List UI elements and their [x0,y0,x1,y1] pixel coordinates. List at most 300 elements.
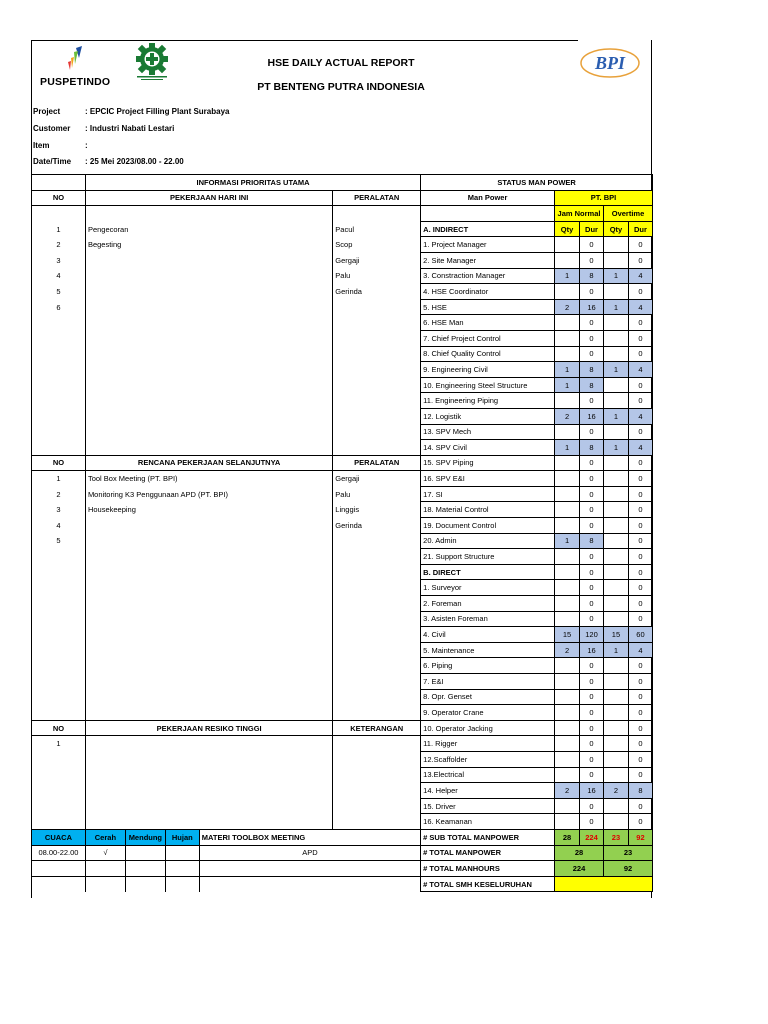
next-work-item: Monitoring K3 Penggunaan APD (PT. BPI) [85,486,332,502]
manpower-overtime-qty: 1 [604,299,629,315]
today-tool-item [333,377,421,393]
section-info-utama: INFORMASI PRIORITAS UTAMA [85,175,420,191]
row-no: 5 [32,533,86,549]
manpower-normal-qty [555,330,580,346]
manpower-normal-qty [555,564,580,580]
next-tool-item [333,549,421,565]
manpower-overtime-dur: 0 [628,596,652,612]
manpower-normal-dur: 0 [580,658,604,674]
next-tool-item [333,658,421,674]
manpower-role: 20. Admin [421,533,555,549]
today-work-item [85,362,332,378]
col-no: NO [32,455,86,471]
manpower-role: 6. HSE Man [421,315,555,331]
manpower-overtime-qty [604,658,629,674]
bpi-logo-icon [579,46,641,80]
manpower-overtime-dur: 0 [628,252,652,268]
risk-work-item [85,814,332,830]
manpower-overtime-qty [604,736,629,752]
manpower-role: 16. SPV E&I [421,471,555,487]
puspetindo-logo-icon [65,46,89,74]
col-no: NO [32,190,86,206]
manpower-overtime-qty [604,674,629,690]
manpower-normal-dur: 0 [580,486,604,502]
manpower-normal-dur: 0 [580,315,604,331]
row-no: 5 [32,284,86,300]
total-manhours-normal: 224 [555,861,604,877]
table-cell [199,861,420,877]
weather-cerah-check: √ [85,845,125,861]
manpower-role: 8. Opr. Genset [421,689,555,705]
row-no: 1 [32,221,86,237]
manpower-role: 4. Civil [421,627,555,643]
row-no [32,424,86,440]
manpower-overtime-qty [604,580,629,596]
manpower-normal-qty [555,767,580,783]
next-tool-item [333,674,421,690]
total-manpower-normal: 28 [555,845,604,861]
manpower-normal-dur: 0 [580,252,604,268]
manpower-overtime-dur: 0 [628,393,652,409]
today-tool-item [333,424,421,440]
manpower-role: 10. Operator Jacking [421,720,555,736]
manpower-normal-qty [555,315,580,331]
info-item: Item : [33,141,88,150]
manpower-normal-dur: 0 [580,330,604,346]
next-work-item [85,705,332,721]
manpower-role: 5. Maintenance [421,642,555,658]
table-cell [165,845,199,861]
manpower-normal-dur: 0 [580,424,604,440]
manpower-overtime-dur: 4 [628,440,652,456]
manpower-overtime-dur: 0 [628,284,652,300]
row-no [32,564,86,580]
manpower-role: 3. Asisten Foreman [421,611,555,627]
table-cell [125,876,165,892]
manpower-overtime-dur: 0 [628,564,652,580]
manpower-role: 18. Material Control [421,502,555,518]
company-name: PT BENTENG PUTRA INDONESIA [257,81,425,93]
manpower-overtime-qty [604,330,629,346]
risk-work-item [85,783,332,799]
manpower-role: 13. SPV Mech [421,424,555,440]
subtotal-normal-qty: 28 [555,829,580,845]
today-tool-item: Gergaji [333,252,421,268]
manpower-normal-dur: 16 [580,408,604,424]
table-cell [165,861,199,877]
manpower-overtime-qty [604,720,629,736]
next-tool-item [333,611,421,627]
manpower-overtime-dur: 4 [628,642,652,658]
today-tool-item [333,346,421,362]
today-tool-item [333,393,421,409]
today-tool-item [333,408,421,424]
manpower-normal-qty [555,736,580,752]
next-work-item [85,518,332,534]
next-work-item [85,533,332,549]
manpower-overtime-qty: 15 [604,627,629,643]
next-work-item [85,564,332,580]
manpower-normal-dur: 8 [580,377,604,393]
manpower-overtime-dur: 0 [628,549,652,565]
row-no: 1 [32,471,86,487]
manpower-role: 2. Site Manager [421,252,555,268]
row-no: 2 [32,486,86,502]
manpower-overtime-qty: 1 [604,408,629,424]
row-no [32,767,86,783]
next-work-item [85,596,332,612]
table-cell [85,206,332,222]
row-no [32,362,86,378]
row-no [32,580,86,596]
manpower-normal-dur: 0 [580,751,604,767]
row-no [32,783,86,799]
manpower-overtime-qty [604,596,629,612]
manpower-overtime-dur: 0 [628,486,652,502]
manpower-role: 12.Scaffolder [421,751,555,767]
manpower-role: 5. HSE [421,299,555,315]
next-tool-item: Gergaji [333,471,421,487]
manpower-normal-qty [555,518,580,534]
manpower-role: 17. SI [421,486,555,502]
manpower-overtime-dur: 60 [628,627,652,643]
info-datetime: Date/Time : 25 Mei 2023/08.00 - 22.00 [33,157,184,166]
next-tool-item: Palu [333,486,421,502]
manpower-normal-dur: 8 [580,440,604,456]
manpower-overtime-qty: 2 [604,783,629,799]
total-smh-label: # TOTAL SMH KESELURUHAN [421,876,555,892]
total-manpower-overtime: 23 [604,845,653,861]
row-no [32,798,86,814]
manpower-normal-qty: 1 [555,362,580,378]
manpower-overtime-dur: 4 [628,299,652,315]
manpower-overtime-qty [604,315,629,331]
today-work-item [85,315,332,331]
next-work-item [85,549,332,565]
manpower-overtime-qty [604,393,629,409]
weather-mendung: Mendung [125,829,165,845]
manpower-normal-qty: 2 [555,783,580,799]
manpower-normal-dur: 8 [580,362,604,378]
manpower-overtime-qty [604,533,629,549]
manpower-overtime-qty [604,346,629,362]
report-title: HSE DAILY ACTUAL REPORT [267,57,415,69]
next-tool-item [333,596,421,612]
toolbox-meeting-topic: APD [199,845,420,861]
table-cell [125,845,165,861]
row-no [32,814,86,830]
report-table [31,174,653,892]
manpower-overtime-qty: 1 [604,268,629,284]
manpower-normal-qty: 2 [555,642,580,658]
manpower-overtime-qty [604,284,629,300]
manpower-normal-dur: 0 [580,689,604,705]
manpower-role: 11. Engineering Piping [421,393,555,409]
manpower-role: 21. Support Structure [421,549,555,565]
table-cell [32,876,86,892]
manpower-overtime-qty: 1 [604,440,629,456]
next-work-item [85,611,332,627]
info-project: Project : EPCIC Project Filling Plant Surabaya [33,107,230,116]
today-tool-item [333,330,421,346]
manpower-overtime-qty [604,798,629,814]
today-tool-item: Pacul [333,221,421,237]
manpower-overtime-dur: 4 [628,362,652,378]
subtotal-normal-dur: 224 [580,829,604,845]
next-tool-item [333,627,421,643]
manpower-normal-qty: 15 [555,627,580,643]
manpower-normal-qty [555,674,580,690]
row-no [32,689,86,705]
manpower-normal-dur: 0 [580,767,604,783]
next-tool-item [333,705,421,721]
manpower-role: 7. E&I [421,674,555,690]
manpower-normal-dur: 0 [580,674,604,690]
manpower-overtime-dur: 8 [628,783,652,799]
today-work-item [85,393,332,409]
risk-work-item [85,736,332,752]
manpower-overtime-qty [604,502,629,518]
manpower-overtime-dur: 4 [628,268,652,284]
next-work-item [85,642,332,658]
row-no: 1 [32,736,86,752]
manpower-overtime-qty: 1 [604,642,629,658]
next-work-item: Tool Box Meeting (PT. BPI) [85,471,332,487]
manpower-overtime-dur: 0 [628,424,652,440]
manpower-role: 14. Helper [421,783,555,799]
table-cell [165,876,199,892]
manpower-overtime-dur: 0 [628,518,652,534]
manpower-normal-dur: 0 [580,798,604,814]
risk-note-item [333,783,421,799]
row-no [32,642,86,658]
risk-note-item [333,767,421,783]
manpower-overtime-dur: 4 [628,408,652,424]
manpower-role: 11. Rigger [421,736,555,752]
manpower-normal-qty [555,393,580,409]
manpower-overtime-dur: 0 [628,705,652,721]
total-manhours-overtime: 92 [604,861,653,877]
table-cell [32,175,86,191]
manpower-overtime-dur: 0 [628,580,652,596]
manpower-normal-dur: 0 [580,549,604,565]
manpower-normal-dur: 0 [580,736,604,752]
manpower-overtime-qty: Qty [604,221,629,237]
info-customer: Customer : Industri Nabati Lestari [33,124,175,133]
manpower-overtime-dur: 0 [628,471,652,487]
today-work-item [85,424,332,440]
next-tool-item [333,564,421,580]
today-tool-item: Gerinda [333,284,421,300]
today-work-item [85,408,332,424]
manpower-normal-qty [555,252,580,268]
today-work-item [85,346,332,362]
today-work-item: Begesting [85,237,332,253]
top-border [31,40,578,41]
row-no [32,596,86,612]
manpower-overtime-dur: 0 [628,455,652,471]
manpower-normal-qty: 1 [555,440,580,456]
today-work-item [85,284,332,300]
manpower-normal-qty [555,720,580,736]
manpower-normal-dur: 8 [580,533,604,549]
manpower-normal-dur: 0 [580,720,604,736]
weather-time: 08.00-22.00 [32,845,86,861]
manpower-normal-dur: 0 [580,611,604,627]
manpower-overtime-qty [604,814,629,830]
manpower-normal-dur: 0 [580,393,604,409]
manpower-normal-qty [555,705,580,721]
today-work-item [85,299,332,315]
manpower-overtime-dur: 0 [628,751,652,767]
row-no [32,751,86,767]
manpower-overtime-qty [604,518,629,534]
manpower-overtime-dur: 0 [628,689,652,705]
manpower-normal-dur: 8 [580,268,604,284]
toolbox-meeting-label: MATERI TOOLBOX MEETING [199,829,420,845]
row-no: 4 [32,518,86,534]
manpower-role: B. DIRECT [421,564,555,580]
row-no: 6 [32,299,86,315]
today-work-item [85,440,332,456]
today-tool-item [333,315,421,331]
col-resiko: PEKERJAAN RESIKO TINGGI [85,720,332,736]
weather-cerah: Cerah [85,829,125,845]
manpower-overtime-dur: 0 [628,767,652,783]
manpower-normal-dur: 0 [580,502,604,518]
manpower-normal-dur: 16 [580,783,604,799]
today-work-item [85,330,332,346]
manpower-role: 9. Operator Crane [421,705,555,721]
manpower-overtime-qty: 1 [604,362,629,378]
table-cell [199,876,420,892]
manpower-normal-qty [555,424,580,440]
manpower-normal-qty [555,471,580,487]
next-work-item [85,627,332,643]
subtotal-overtime-qty: 23 [604,829,629,845]
manpower-overtime-qty [604,564,629,580]
manpower-normal-dur: 0 [580,237,604,253]
manpower-overtime-dur: 0 [628,658,652,674]
total-smh-value [555,876,653,892]
manpower-normal-qty: 1 [555,533,580,549]
next-tool-item [333,642,421,658]
manpower-overtime-qty [604,705,629,721]
table-cell [421,206,555,222]
manpower-overtime-qty [604,751,629,767]
next-tool-item: Linggis [333,502,421,518]
manpower-normal-dur: 0 [580,814,604,830]
manpower-role: 1. Surveyor [421,580,555,596]
today-tool-item [333,299,421,315]
manpower-normal-qty [555,814,580,830]
manpower-overtime-qty [604,486,629,502]
today-tool-item: Palu [333,268,421,284]
manpower-overtime-dur: 0 [628,533,652,549]
next-tool-item [333,689,421,705]
risk-work-item [85,751,332,767]
manpower-role: 19. Document Control [421,518,555,534]
manpower-normal-qty [555,284,580,300]
manpower-normal-dur: 0 [580,580,604,596]
manpower-normal-dur: 0 [580,596,604,612]
col-man-power: Man Power [421,190,555,206]
col-pekerjaan-hari-ini: PEKERJAAN HARI INI [85,190,332,206]
manpower-normal-qty: 2 [555,408,580,424]
manpower-normal-qty [555,798,580,814]
manpower-overtime-qty [604,549,629,565]
manpower-normal-qty: 1 [555,377,580,393]
manpower-normal-qty [555,658,580,674]
manpower-overtime-qty [604,471,629,487]
manpower-normal-qty [555,455,580,471]
risk-work-item [85,798,332,814]
manpower-overtime-dur: 0 [628,330,652,346]
manpower-role: 4. HSE Coordinator [421,284,555,300]
row-no: 4 [32,268,86,284]
next-tool-item [333,580,421,596]
col-pt-bpi: PT. BPI [555,190,653,206]
puspetindo-logo-text: PUSPETINDO [40,76,111,88]
manpower-overtime-dur: 0 [628,237,652,253]
total-manhours-label: # TOTAL MANHOURS [421,861,555,877]
manpower-normal-dur: 0 [580,564,604,580]
manpower-role: 1. Project Manager [421,237,555,253]
table-cell [333,206,421,222]
row-no [32,549,86,565]
manpower-overtime-dur: 0 [628,315,652,331]
col-jam-normal: Jam Normal [555,206,604,222]
manpower-normal-dur: 120 [580,627,604,643]
row-no [32,346,86,362]
next-work-item [85,580,332,596]
risk-note-item [333,798,421,814]
bpi-logo-text: BPI [594,53,626,73]
manpower-overtime-qty [604,424,629,440]
manpower-role: 6. Piping [421,658,555,674]
manpower-overtime-dur: 0 [628,814,652,830]
manpower-normal-dur: 0 [580,346,604,362]
manpower-overtime-qty [604,455,629,471]
manpower-overtime-dur: 0 [628,798,652,814]
manpower-overtime-dur: 0 [628,720,652,736]
manpower-role: 10. Engineering Steel Structure [421,377,555,393]
manpower-overtime-qty [604,689,629,705]
report-sheet [31,40,653,902]
next-work-item [85,674,332,690]
today-work-item [85,377,332,393]
k3-gear-logo-icon [131,43,173,81]
row-no: 3 [32,502,86,518]
manpower-overtime-dur: 0 [628,502,652,518]
manpower-normal-qty [555,549,580,565]
manpower-role: A. INDIRECT [421,221,555,237]
table-cell [85,861,125,877]
subtotal-label: # SUB TOTAL MANPOWER [421,829,555,845]
manpower-normal-dur: 0 [580,471,604,487]
weather-hujan: Hujan [165,829,199,845]
manpower-role: 3. Constraction Manager [421,268,555,284]
subtotal-overtime-dur: 92 [628,829,652,845]
weather-label: CUACA [32,829,86,845]
manpower-role: 13.Electrical [421,767,555,783]
row-no [32,393,86,409]
row-no [32,611,86,627]
risk-note-item [333,751,421,767]
manpower-normal-qty [555,580,580,596]
manpower-role: 15. Driver [421,798,555,814]
manpower-overtime-dur: Dur [628,221,652,237]
